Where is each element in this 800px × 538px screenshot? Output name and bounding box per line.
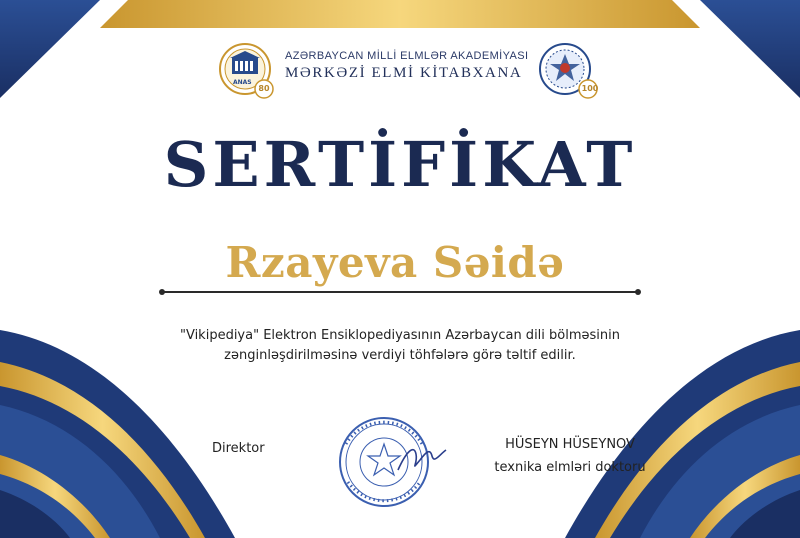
- institution-name: [285, 50, 530, 82]
- certificate-title: SERTİFİKAT: [163, 128, 637, 201]
- signer-degree: texnika elmləri doktoru: [494, 460, 646, 475]
- top-left-corner: [0, 0, 100, 98]
- anas-logo-caption: ANAS: [233, 79, 252, 86]
- anas-logo-badge: 80: [258, 84, 270, 93]
- description-line-1: "Vikipediya" Elektron Ensiklopediyasının Azərbaycan dili bölməsinin: [179, 328, 620, 343]
- recipient-name: Rzayeva Səidə: [225, 238, 565, 287]
- signer-block: [470, 437, 670, 475]
- recipient-underline: [162, 291, 638, 293]
- top-right-corner: [700, 0, 800, 98]
- director-label: Direktor: [212, 441, 265, 456]
- institution-line-1: AZƏRBAYCAN MİLLİ ELMLƏR AKADEMİYASI: [285, 50, 529, 62]
- top-gold-banner: [100, 0, 700, 28]
- institution-line-2: MƏRKƏZİ ELMİ KİTABXANA: [285, 65, 523, 81]
- certificate-description: [100, 326, 700, 366]
- library-emblem-badge: 100: [581, 84, 599, 93]
- description-line-2: zənginləşdirilməsinə verdiyi töhfələrə görə təltif edilir.: [224, 348, 576, 363]
- official-stamp-icon: [336, 414, 456, 510]
- signer-name: HÜSEYN HÜSEYNOV: [505, 437, 635, 452]
